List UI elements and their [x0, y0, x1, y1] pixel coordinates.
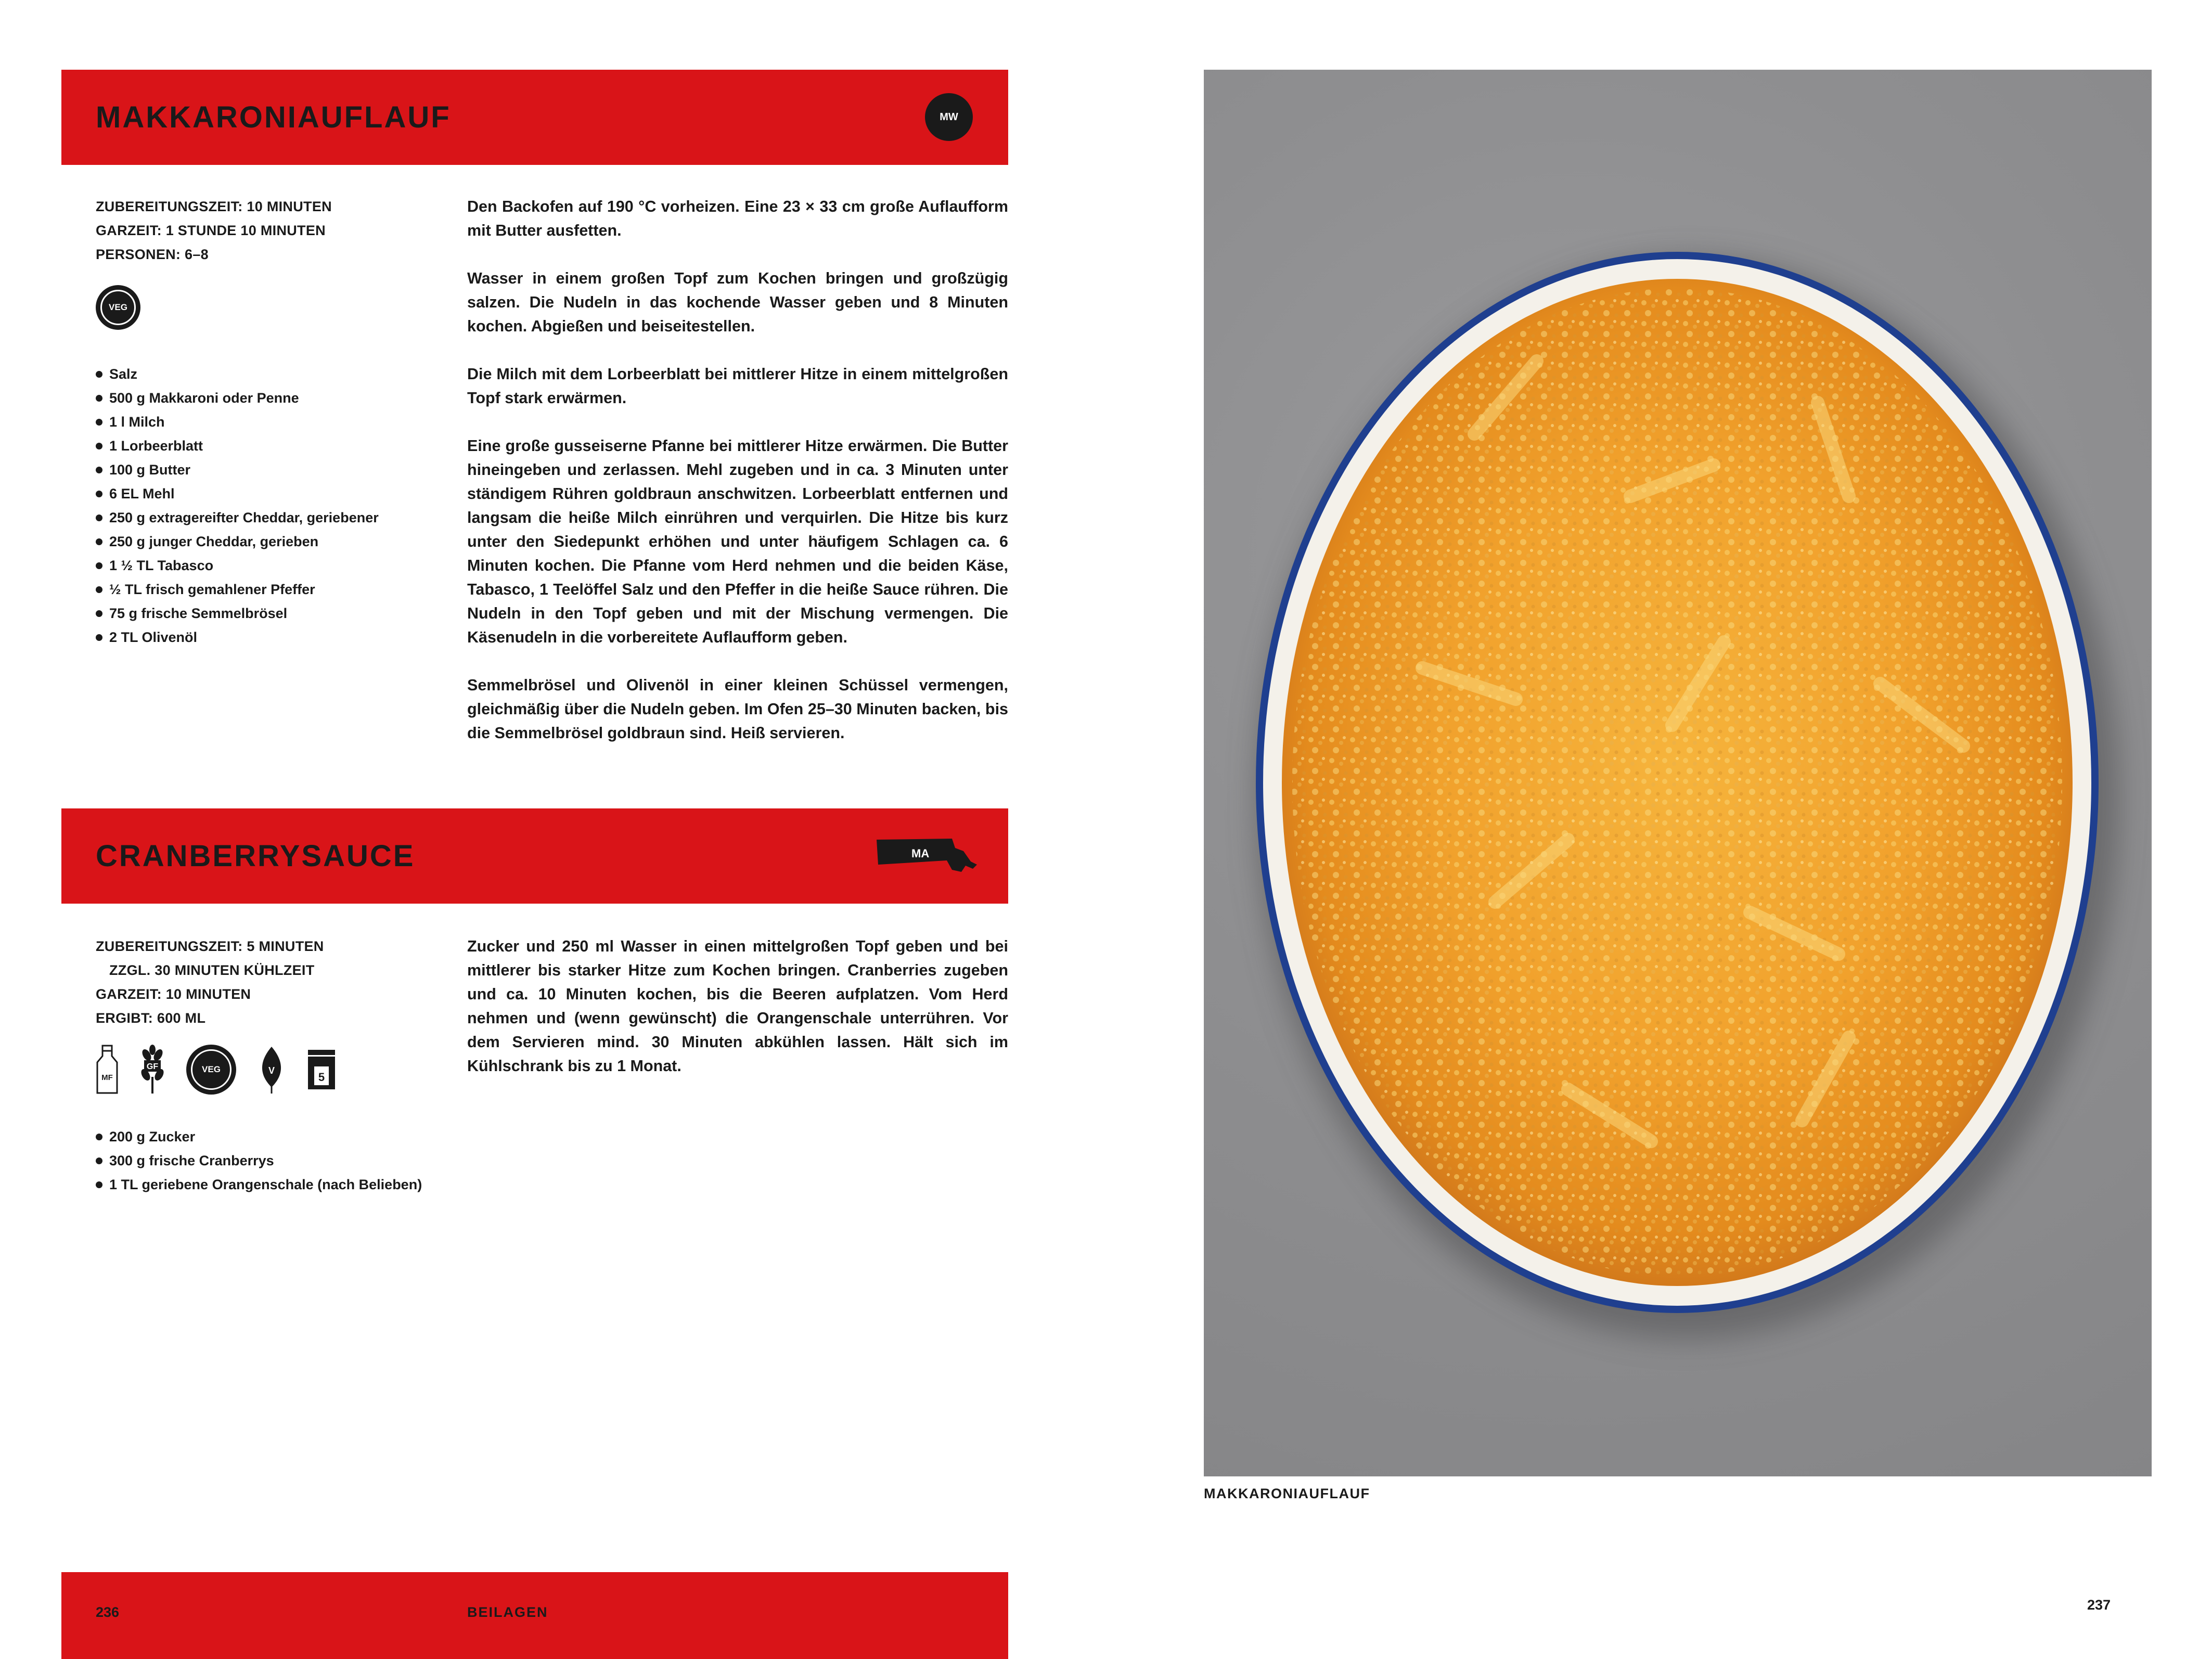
- method-paragraph: Wasser in einem großen Topf zum Kochen bringen und großzügig salzen. Die Nudeln in das kochende Wasser geben und 8 Minuten kochen. Abgießen und beiseitestellen.: [467, 269, 1008, 335]
- ingredient-item: 1 l Milch: [96, 410, 449, 434]
- svg-text:V: V: [268, 1065, 275, 1076]
- method-paragraph: Eine große gusseiserne Pfanne bei mittlerer Hitze erwärmen. Die Butter hineingeben und zerlassen. Mehl zugeben und in ca. 3 Minuten unter ständigem Rühren goldbraun anschwitzen. Lorbeerblatt entfernen und langsam die heiße Milch einrühren und verquirlen. Die Hitze bis kurz unter den Siedepunkt erhöhen und unter häufigem Schlagen ca. 6 Minuten kochen. Die Pfanne vom Herd nehmen und die beiden Käse, Tabasco, 1 Teelöffel Salz und den Pfeffer in die heiße Sauce rühren. Die Nudeln in den Topf geben und mit der Mischung vermengen. Die Käsenudeln in die vorbereitete Auflaufform geben.: [467, 437, 1008, 646]
- cook-time: GARZEIT: 1 STUNDE 10 MINUTEN: [96, 223, 326, 238]
- ingredient-item: 100 g Butter: [96, 458, 449, 482]
- method-text: [467, 195, 1008, 769]
- cook-time: GARZEIT: 10 MINUTEN: [96, 986, 251, 1002]
- right-page: [1106, 0, 2212, 1659]
- prep-time: ZUBEREITUNGSZEIT: 10 MINUTEN: [96, 199, 332, 214]
- method-text: [467, 934, 1008, 1102]
- ingredient-item: 1 ½ TL Tabasco: [96, 554, 449, 577]
- recipe-title-bar: [61, 808, 1008, 904]
- recipe-title-bar: [61, 70, 1008, 165]
- method-paragraph: Die Milch mit dem Lorbeerblatt bei mittlerer Hitze in einem mittelgroßen Topf stark erwärmen.: [467, 365, 1008, 407]
- ingredient-item: 500 g Makkaroni oder Penne: [96, 386, 449, 410]
- recipe-meta: [96, 934, 434, 1030]
- ingredient-item: 250 g extragereifter Cheddar, geriebener: [96, 506, 449, 530]
- ingredient-item: Salz: [96, 362, 449, 386]
- ingredient-item: 1 Lorbeerblatt: [96, 434, 449, 458]
- ingredient-list: [96, 362, 449, 649]
- ingredient-item: ½ TL frisch gemahlener Pfeffer: [96, 577, 449, 601]
- veg-icon: VEG: [96, 285, 140, 330]
- svg-text:GF: GF: [146, 1062, 159, 1071]
- method-paragraph: Zucker und 250 ml Wasser in einen mittelgroßen Topf geben und bei mittlerer bis starker Hitze zum Kochen bringen. Cranberries zugeben und ca. 10 Minuten kochen, bis die Beeren aufplatzen. Vom Herd nehmen und (wenn gewünscht) die Orangenschale unterrühren. Vor dem Servieren mind. 30 Minuten abkühlen lassen. Hält sich im Kühlschrank bis zu 1 Monat.: [467, 937, 1008, 1075]
- method-paragraph: Semmelbrösel und Olivenöl in einer kleinen Schüssel vermengen, gleichmäßig über die Nudeln geben. Im Ofen 25–30 Minuten backen, bis die Semmelbrösel goldbraun sind. Heiß servieren.: [467, 676, 1008, 742]
- section-title: BEILAGEN: [467, 1604, 548, 1620]
- ingredient-item: 200 g Zucker: [96, 1125, 429, 1149]
- veg-icon: VEG: [186, 1045, 236, 1095]
- diet-icons: [96, 1045, 357, 1095]
- ingredient-item: 300 g frische Cranberrys: [96, 1149, 429, 1173]
- footer-bar: [61, 1572, 1008, 1659]
- method-paragraph: Den Backofen auf 190 °C vorheizen. Eine 23 × 33 cm große Auflaufform mit Butter ausfetten.: [467, 198, 1008, 239]
- ingredient-list: [96, 1125, 429, 1197]
- cooling-time: ZZGL. 30 MINUTEN KÜHLZEIT: [109, 962, 315, 978]
- svg-text:MF: MF: [101, 1073, 113, 1082]
- milk-free-icon: [96, 1045, 119, 1095]
- servings: PERSONEN: 6–8: [96, 247, 209, 262]
- photo-caption: MAKKARONIAUFLAUF: [1204, 1486, 1370, 1501]
- recipe-title: CRANBERRYSAUCE: [96, 839, 415, 873]
- page-number-left: 236: [96, 1604, 120, 1620]
- state-map-icon: [874, 835, 978, 882]
- region-badge: MW: [925, 93, 973, 141]
- prep-time: ZUBEREITUNGSZEIT: 5 MINUTEN: [96, 938, 324, 954]
- ingredient-item: 1 TL geriebene Orangenschale (nach Belieben): [96, 1173, 429, 1197]
- page-number-right: 237: [2087, 1597, 2111, 1613]
- yield: ERGIBT: 600 ML: [96, 1010, 206, 1026]
- recipe-title: MAKKARONIAUFLAUF: [96, 100, 451, 134]
- ingredient-item: 6 EL Mehl: [96, 482, 449, 506]
- state-label: MA: [911, 847, 930, 860]
- svg-text:5: 5: [318, 1071, 325, 1084]
- recipe-meta: [96, 195, 434, 266]
- ingredient-item: 2 TL Olivenöl: [96, 625, 449, 649]
- five-ingredients-icon: [307, 1049, 336, 1090]
- dish-photo: [1204, 70, 2152, 1476]
- ingredient-item: 75 g frische Semmelbrösel: [96, 601, 449, 625]
- gluten-free-icon: [139, 1045, 165, 1095]
- diet-icons: [96, 285, 140, 330]
- vegan-leaf-icon: [257, 1045, 286, 1095]
- ingredient-item: 250 g junger Cheddar, gerieben: [96, 530, 449, 554]
